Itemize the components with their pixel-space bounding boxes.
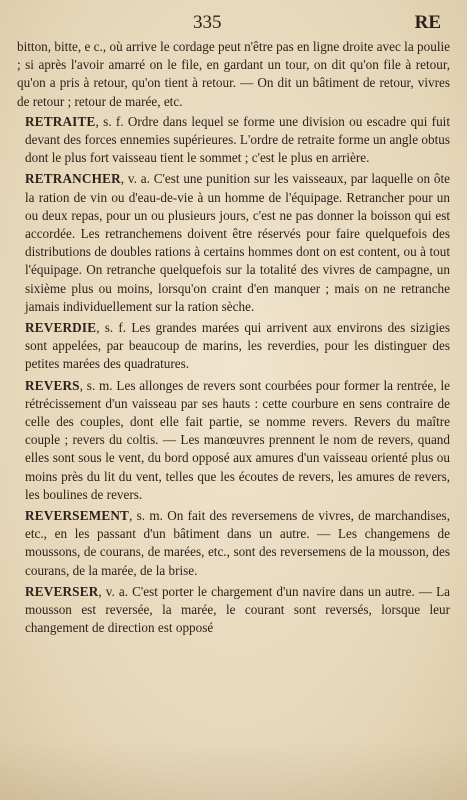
entry-reversement xyxy=(17,507,450,580)
entry-definition: , s. f. Ordre dans lequel se forme une division ou escadre qui fuit devant des forces ennemies supérieures. L'ordre de retraite forme un angle obtus dont le plus fort vaisseau tient le sommet ; c'est le plus en arrière. xyxy=(25,113,450,166)
entry-headword: RETRANCHER xyxy=(25,171,121,187)
entry-reverser xyxy=(17,583,450,638)
entry-definition: , v. a. C'est une punition sur les vaisseaux, par laquelle on ôte la ration de vin ou d'eau-de-vie à un homme de l'équipage. Retrancher pour un ou deux repas, pour un ou plusieurs jours, c'est ne pas donner la boisson qui est accordée. Les retranchemens doivent être réservés pour faire quelquefois des distributions de doubles rations à certains hommes dont on est content, ou à tout l'équipage. On retranche quelquefois sur la totalité des vivres de campagne, un sixième plus ou moins, lorsqu'on craint d'en manquer ; mais on ne retranche jamais individuellement sur la ration sèche. xyxy=(25,171,450,314)
running-head: RE xyxy=(414,12,441,33)
entry-definition: , s. f. Les grandes marées qui arrivent aux environs des sizigies sont appelées, par beaucoup de marins, les reverdies, pour les distinguer des petites marées des quadratures. xyxy=(25,320,450,372)
page-header xyxy=(18,12,449,36)
entry-definition: , s. m. On fait des reversemens de vivres, de marchandises, etc., en les passant d'un bâtiment dans un autre. — Les changemens de moussons, de courans, de marées, etc., sont des reversemens de la mousson, des courans, de la marée, de la brise. xyxy=(25,508,450,578)
dictionary-text xyxy=(17,38,450,641)
page-number: 335 xyxy=(193,12,222,33)
entry-definition: , v. a. C'est porter le chargement d'un navire dans un autre. — La mousson est reversée, la marée, le courant sont reversés, lorsque leur changement de direction est opposé xyxy=(25,583,450,636)
continued-entry-text: bitton, bitte, e c., où arrive le cordage peut n'être pas en ligne droite avec la poulie ; si après l'avoir amarré on le file, en gardant un tour, on dit qu'on file à retour, qu'on a pris à retour, qu'on tient à retour. — On dit un bâtiment de retour, vivres de retour ; retour de marée, etc. xyxy=(17,39,450,109)
entry-revers xyxy=(17,377,450,504)
entry-headword: RETRAITE xyxy=(25,113,96,129)
entry-retrancher xyxy=(17,170,450,316)
entry-headword: REVERDIE xyxy=(25,320,97,336)
entry-headword: REVERSER xyxy=(25,583,99,599)
entry-reverdie xyxy=(17,319,450,374)
entry-retraite xyxy=(17,113,450,168)
entry-headword: REVERS xyxy=(25,377,80,393)
entry-definition: , s. m. Les allonges de revers sont courbées pour former la rentrée, le rétrécissement d'un vaisseau par ses hauts : cette courbure en sens contraire de celle des couples, dont elle fait partie, se nomme revers. Revers du maître couple ; revers du coltis. — Les manœuvres prennent le nom de revers, quand elles sont sous le vent, du bord opposé aux amures d'un vaisseau orienté plus ou moins près du lit du vent, telles que les écoutes de revers, les amures de revers, les boulines de revers. xyxy=(25,377,450,502)
entry-headword: REVERSEMENT xyxy=(25,508,130,524)
page-edge-shading xyxy=(0,740,467,800)
